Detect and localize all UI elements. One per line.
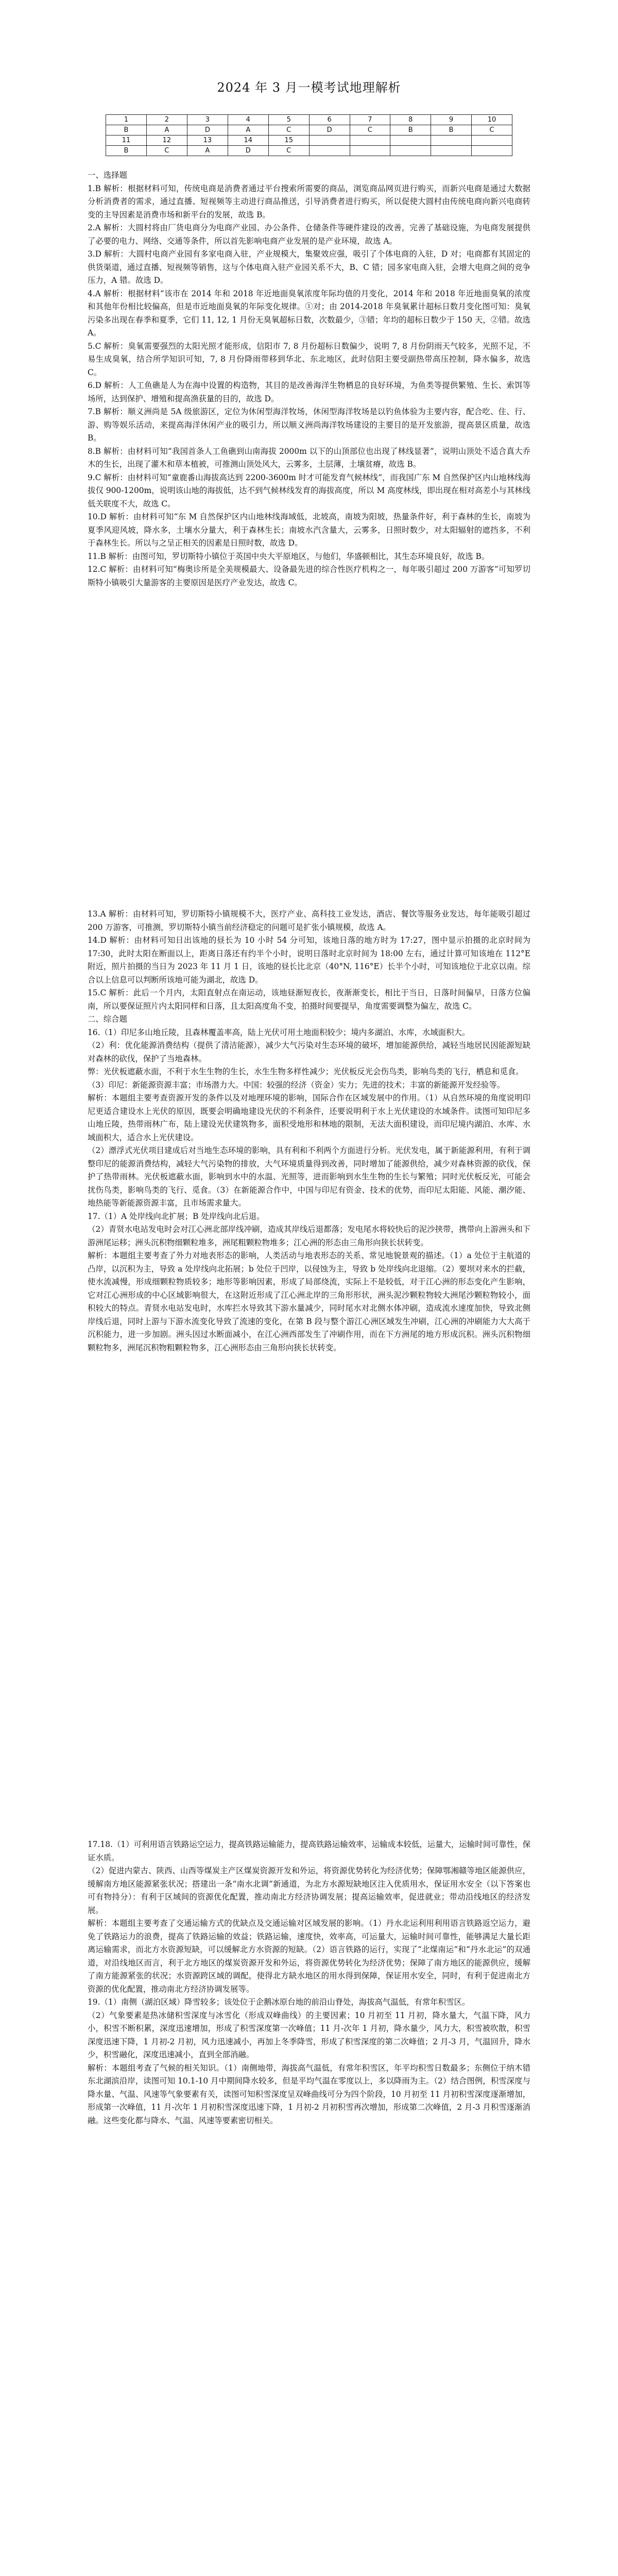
explanation-paragraph: 19.（1）南侧（湖泊区域）降雪较多；该处位于企鹅冰原台地的前沿山脊处，海拔高气温低，有常年积雪区。 [88,1997,470,2007]
comprehensive-explanations-continued [88,1838,530,2127]
section-comprehensive-continued [88,1838,530,2127]
answer-table-cell: 9 [431,115,472,125]
answer-table-cell: C [471,125,512,135]
answer-table-cell: 12 [146,135,187,146]
answer-table-cell [350,135,390,146]
answer-table-cell [390,135,431,146]
explanation-paragraph: （2）促进内蒙古、陕西、山西等煤炭主产区煤炭资源开发和外运，将资源优势转化为经济优势；保障鄂湘赣等地区能源供应，缓解南方地区能源紧张状况；搭建出一条“南水北调”新通道，为北方水源短缺地区注入优质用水，保证用水安全（以下答案也可有物持分）：有利于区域间的资源优化配置，推动南北方经济协调发展；提高运输效率，促进就业；带动沿线地区的经济发展。 [88,1866,530,1915]
answer-table-row [106,115,512,125]
answer-table-cell: 7 [350,115,390,125]
section-heading: 二、综合题 [88,1014,127,1024]
answer-table-cell: 5 [268,115,309,125]
explanation-paragraph: 解析：本题组主要考查了外力对地表形态的影响，人类活动与地表形态的关系、常见地貌景观的描述。（1）a 处位于主航道的凸岸，以沉积为主，导致 a 处岸线向北拓展；b 处位于凹岸，以侵蚀为主，导致 b 处岸线向北退缩。（2）要坝对来水的拦截，使水流减慢，形成细颗粒物质较多；地形等影响因素，形成了局部绕流，实际上不是较低，对于江心洲的形态变化产生影响，它对江心洲形成的中心区域影响很大，在这附近形成了江心洲北岸的三角形形状，洲头泥沙颗粒物较大洲尾沙颗粒物较小，面积较大的特点。青贤水电站发电时，水库拦水导致其下游水量减少，同时尾水对北侧水体冲刷，造成流水速度加快，导致北侧岸线后退，同时上游与下游水流变化导致了流速的变化，在第 B 段与整个游江心洲区域发生冲刷，江心洲的冲刷能力大大高于沉积能力，进一步加剧。洲头因过水断面减小，在江心洲西部发生了冲刷作用，而在下方洲尾的地方形成沉积。洲头沉积物细颗粒物多，洲尾沉积物粗颗粒物多，江心洲形态由三角形向狭长状转变。 [88,1251,530,1352]
explanation-paragraph: 17.（1）A 处岸线向北扩展；B 处岸线向北后退。 [88,1211,265,1221]
answer-table-cell [471,135,512,146]
answer-table-cell: D [228,146,268,156]
answer-table-cell: 14 [228,135,268,146]
explanation-paragraph: 解析：本题组主要考查资源开发的条件以及对地理环境的影响，国际合作在区域发展中的作用。（1）从自然环境的角度说明印尼更适合建设水上光伏的原因，既要会明确地建设光伏的不利条件，还要说明利于水上光伏建设的水域条件。读图可知印尼多山地丘陵，热带雨林广布，陆上建设光伏建筑物多，面积受地形和林地的限制，无法大面积建设，而印尼境内湖泊、水库、水域面积大，适合水上光伏建设。 [88,1093,530,1142]
answer-table-cell: B [390,125,431,135]
explanation-paragraph: 5.C 解析：臭氧需要强烈的太阳光照才能形成，信阳市 7, 8 月份超标日数偏少，说明 7, 8 月份阴雨天气较多，光照不足，不易生成臭氧，结合所学知识可知，7, 8 月份降雨带移到华北、东北地区，此时信阳主要受副热带高压控制，降水偏多，故选 C。 [88,341,530,377]
explanation-paragraph: 15.C 解析：此后一个月内，太阳直射点在南运动，该地昼渐短夜长，夜渐渐变长，相比于当日，日落时间偏早，日落方位偏南，所以要保证照片内太阳同样和日落，且太阳高度角不变，拍摄时间要提早，角度需要调整为偏左，故选 C。 [88,988,530,1011]
answer-table-cell: 11 [106,135,147,146]
answer-table-cell: B [431,125,472,135]
answer-table-cell: 15 [268,135,309,146]
answer-table-cell [431,135,472,146]
choice-explanations [88,182,530,590]
explanation-paragraph: 7.B 解析：顺义洲尚是 5A 级旅游区，定位为休闲型海洋牧场，休闲型海洋牧场是以钓鱼体验为主要内容，配合吃、住、行、游、购等娱乐活动，来提高海洋休闲产业的吸引力，所以顺义洲尚海洋牧场建设的主要目的是开发旅游，提高景区质量，故选 B。 [88,407,530,443]
answer-table-row [106,125,512,135]
answer-table-cell: C [350,125,390,135]
answer-table-row [106,135,512,146]
explanation-paragraph: 4.A 解析：根据材料“该市在 2014 年和 2018 年近地面臭氧浓度年际均值的月变化，2014 年和 2018 年近地面臭氧的浓度和其他年份相比较偏高，但是市近地面臭氧的年际变化规律。①对；由 2014-2018 年臭氧累计超标日数月变化图可知：臭氧污染多出现在春季和夏季，它们 11, 12, 1 月份无臭氧超标日数，次数最少，③错；年均的超标日数少于 150 天，②错。故选 A。 [88,289,530,337]
answer-table-cell: 6 [309,115,350,125]
page-title: 2024 年 3 月一模考试地理解析 [217,80,401,95]
explanation-paragraph: （2）青贤水电站发电时会对江心洲北部岸线冲刷，造成其岸线后退都落；发电尾水将较快后的泥沙挟带，携带向上游洲头和下游洲尾运移；洲头沉积物细颗粒堆多，洲尾粗颗粒物堆多；江心洲的形态由三角形向狭长状转变。 [88,1225,530,1247]
answer-table-cell [309,146,350,156]
answer-table-cell: 13 [187,135,228,146]
answer-table-row [106,146,512,156]
explanation-paragraph: 14.D 解析：由材料可知日出该地的昼长为 10 小时 54 分可知，该地日落的地方时为 17:27，图中显示拍摄的北京时间为 17:30，此时太阳在断面以上，距离日落还有约半个小时，说明日落时北京时间为 18:00 左右，通过计算可知该地在 112°E 附近，照片拍摄的当日为 2023 年 11 月 1 日，该地的昼长比北京（40°N, 116°E）长半个小时，可知该地位于北京以南。综合以上信息可以判断所该地可能为湖北，故选 D。 [88,936,530,985]
answer-table-cell [350,146,390,156]
explanation-paragraph: （2）利：优化能源消费结构（提供了清洁能源），减少大气污染对生态环境的破坏，增加能源供给，减轻当地居民因能源短缺对森林的砍伐，保护了当地森林。 [88,1041,530,1063]
answer-table-cell: C [268,125,309,135]
explanation-paragraph: 12.C 解析：由材料可知“梅奥诊所是全美规模最大、设备最先进的综合性医疗机构之一，每年吸引超过 200 万游客”可知罗切斯特小镇吸引大量游客的主要原因是医疗产业发达，故选 C。 [88,565,530,587]
answer-table [106,114,512,156]
answer-table-cell: A [228,125,268,135]
explanation-paragraph: （2）气象要素是热冰储积雪深度与冰雪化（形成双峰曲线）的主要因素；10 月初至 11 月初，降水量大，气温下降，风力小，积雪不断积累，深度迅速增加，形成了积雪深度第一次峰值；11 月-次年 1 月初，降水量少，风力大，积雪被吹散，积雪深度迅速下降，1 月初-2 月初，风力迅速减小，再加上冬季降雪，形成了积雪深度的第二次峰值；2 月-3 月，气温回升，降水少，积雪融化，深度迅速减小，直到全部消融。 [88,2010,530,2059]
answer-table-cell [390,146,431,156]
explanation-paragraph: （3）印尼：新能源资源丰富；市场潜力大。中国：较强的经济（资金）实力；先进的技术；丰富的新能源开发经验等。 [88,1080,505,1090]
explanation-paragraph: 16.（1）印尼多山地丘陵，且森林覆盖率高，陆上光伏可用土地面积较少；境内多湖泊、水库，水域面积大。 [88,1027,470,1037]
answer-table-cell [471,146,512,156]
choice-explanations-continued [88,908,530,1013]
comprehensive-explanations [88,1026,530,1355]
explanation-paragraph: 弊：光伏板遮蔽水面，不利于水生生物的生长，水生生物多样性减少；光伏板反光会伤鸟类，影响鸟类的飞行，栖息和觅食。 [88,1067,524,1076]
explanation-paragraph: 17.18.（1）可利用语言铁路运空运力，提高铁路运输能力，提高铁路运输效率，运输成本较低，运量大，运输时间可靠性，保证水质。 [88,1840,530,1862]
explanation-paragraph: （2）漂浮式光伏项目建成后对当地生态环境的影响，具有利和不利两个方面进行分析。光伏发电，属于新能源利用，有利于调整印尼的能源消费结构，减轻大气污染物的排放，大气环境质量得到改善，同时增加了能源供给，减少对森林资源的砍伐，保护了热带雨林。光伏板遮蔽水面，影响到水中的水温、光照等，进而影响到水生生物的生长与繁殖；同时光伏板反光，可能会扰伤鸟类，影响鸟类的飞行、觅食。（3）在新能源合作中，中国与印尼有资金、技术的优势，而印尼太阳能、风能、潮汐能、地热能等新能源资源丰富，且市场需求量大。 [88,1146,530,1208]
section-multiple-choice-continued [88,908,530,1354]
answer-table-cell: C [268,146,309,156]
explanation-paragraph: 1.B 解析：根据材料可知，传统电商是消费者通过平台搜索所需要的商品，浏览商品网页进行购买，而新兴电商是通过大数据分析消费者的需求，通过直播、短视频等主动进行商品推送，引导消费者进行购买，所以促使大圆村由传统电商向新兴电商转变的主导因素是消费市场和新平台的发展，故选 B。 [88,183,530,219]
answer-table-cell: 4 [228,115,268,125]
answer-table-cell: 3 [187,115,228,125]
answer-table-cell: 1 [106,115,147,125]
explanation-paragraph: 解析：本题组考查了气候的相关知识。（1）南侧地带，海拔高气温低，有常年积雪区，年平均积雪日数最多；东侧位于纳木错东北湖滨沿岸，读图可知 10.1-10 月中期间降水较多，但是平均气温在零度以上，多以降雨为主。（2）结合图例，积雪深度与降水量、气温、风速等气象要素有关，读图可知积雪深度呈双峰曲线可分为四个阶段，10 月初至 11 月初积雪深度逐渐增加，形成第一次峰值，11 月-次年 1 月初积雪深度迅速下降，1 月初-2 月初积雪再次增加，形成第二次峰值，2 月-3 月积雪逐渐消融。这些变化都与降水、气温、风速等要素密切相关。 [88,2063,530,2125]
explanation-paragraph: 3.D 解析：大圆村电商产业园有多家电商入驻，产业规模大，集聚效应强，吸引了个体电商的入驻，D 对；电商都有其固定的供货渠道，通过直播、短视频等销售，这与个体电商入驻产业园关系不大，B、C 错；园多家电商入驻，会增大电商之间的竞争压力，A 错。故选 D。 [88,249,530,285]
section-heading: 一、选择题 [88,171,127,180]
section-multiple-choice [88,169,530,589]
explanation-paragraph: 6.D 解析：人工鱼礁是人为在海中设置的构造物，其目的是改善海洋生物栖息的良好环境，为鱼类等提供繁殖、生长、索饵等场所，达到保护、增殖和提高渔获量的目的，故选 D。 [88,381,530,403]
answer-table-cell: C [146,146,187,156]
answer-table-cell: 10 [471,115,512,125]
answer-table-cell: 8 [390,115,431,125]
answer-table-cell: D [309,125,350,135]
explanation-paragraph: 9.C 解析：由材料可知“童鹿番山海拔高达到 2200-3600m 时才可能发育气候林线”，而我国广东 M 自然保护区内山地林线海拔仅 900-1200m，说明该山地的海拔低，达不到气候林线发育的海拔高度，所以 M 高度林线，即出现在相对高差小与其林线低关联度不大，故选 C。 [88,472,530,509]
explanation-paragraph: 8.B 解析：由材料可知“我国首条人工鱼礁到山南海拔 2000m 以下的山顶部位也出现了林线显著”，说明山顶处不适合真大乔木的生长，出现了灌木和草本植被，可推测山顶处风大，云雾多，土层薄，土壤贫瘠，故选 B。 [88,446,530,469]
explanation-paragraph: 10.D 解析：由材料可知“东 M 自然保护区内山地林线海域低，北坡高，南坡为阳坡，热量条件好，利于森林的生长，南坡为夏季风迎风坡，降水多，土壤水分量大，利于森林生长；南坡水汽含量大，云雾多，日照时数少，对太阳辐射的遮挡多，不利于森林生长。所以与之呈正相关的因素是日照时数，故选 D。 [88,512,530,548]
explanation-paragraph: 13.A 解析：由材料可知，罗切斯特小镇规模不大，医疗产业、高科技工业发达，酒店、餐饮等服务业发达，每年能吸引超过 200 万游客，可推测，罗切斯特小镇当前经济稳定的问题可是扩张小镇规模，故选 A。 [88,909,530,932]
explanation-paragraph: 解析：本题组主要考查了交通运输方式的优缺点及交通运输对区域发展的影响。（1）丹水北运利用利用语言铁路返空运力，避免了铁路运力的浪费，提高了铁路运输的效益；铁路运输，速度快，效率高，可运量大，运输时间可靠性，能够满足大量长距离运输需求，而北方水资源短缺，可以缓解北方水资源的短缺。（2）语言铁路的运行，实现了“北煤南运”和“丹水北运”的双通道，对沿线地区而言，利于北方地区的煤炭资源开发和外运，将资源优势转化为经济优势；保障了南方地区的能源供应，缓解了南方能源紧张的状况；水资源跨区域的调配，使得北方缺水地区的用水得到保障，保证用水安全，同时，有利于促进南北方资源的优化配置，推动南北方经济协调发展等。 [88,1919,530,1994]
answer-table-cell: A [146,125,187,135]
answer-table-cell: B [106,125,147,135]
explanation-paragraph: 11.B 解析：由图可知，罗切斯特小镇位于英国中央大平原地区，与他们，华盛顿相比，其生态环境良好，故选 B。 [88,551,490,561]
answer-table-cell: D [187,125,228,135]
explanation-paragraph: 2.A 解析：大圆村将由厂货电商分为电商产业园、办公条件、仓储条件等硬件建设的改善，完善了基础设施，为电商发展提供了必要的电力、网络、交通等条件，所以首先影响电商产业发展的是产业环境，故选 A。 [88,223,530,246]
answer-table-cell: B [106,146,147,156]
answer-table-cell [431,146,472,156]
answer-table-cell: A [187,146,228,156]
answer-table-cell: 2 [146,115,187,125]
answer-table-cell [309,135,350,146]
